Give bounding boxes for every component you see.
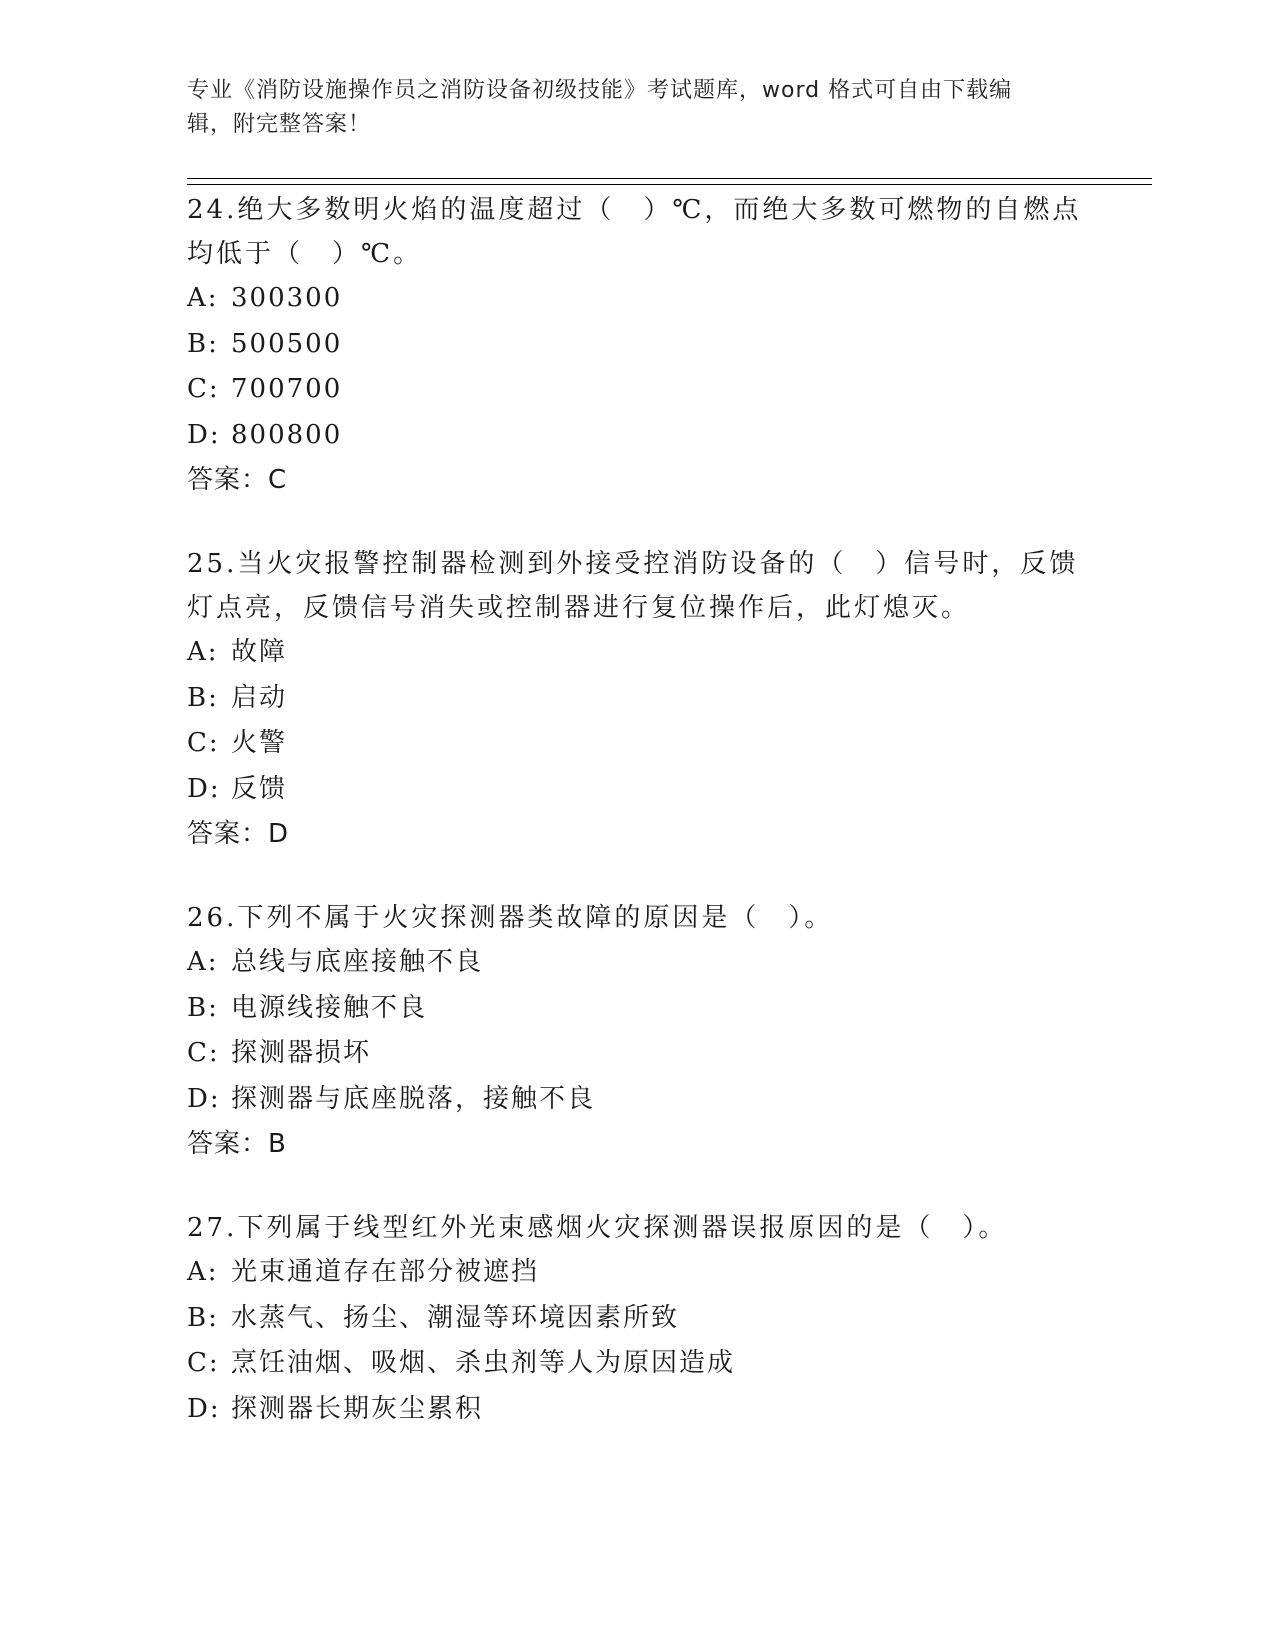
option-text: 启动	[231, 682, 288, 713]
option-letter: C:	[187, 728, 220, 758]
option-letter: B:	[187, 992, 219, 1023]
document-header	[187, 74, 1087, 142]
question-list	[187, 188, 1087, 1432]
question-stem: 24.绝大多数明火焰的温度超过（ ）℃，而绝大多数可燃物的自燃点均低于（ ）℃。	[187, 195, 1082, 269]
option-text: 探测器长期灰尘累积	[231, 1393, 484, 1424]
option-letter: B:	[187, 1302, 219, 1333]
option-text: 500500	[231, 328, 343, 359]
option-letter: B:	[187, 682, 219, 713]
option-text: 800800	[231, 419, 343, 450]
option-d	[187, 1387, 1087, 1433]
option-a	[187, 630, 1087, 676]
option-text: 总线与底座接触不良	[231, 947, 484, 977]
header-line-2: 辑，附完整答案！	[187, 112, 372, 137]
header-line-1: 专业《消防设施操作员之消防设备初级技能》考试题库，word 格式可自由下载编	[187, 78, 1013, 103]
option-letter: D:	[187, 419, 221, 450]
option-a	[187, 276, 1087, 322]
question-24	[187, 188, 1087, 502]
answer-line: 答案：B	[187, 1129, 287, 1159]
option-text: 水蒸气、扬尘、潮湿等环境因素所致	[231, 1302, 680, 1333]
option-a	[187, 1250, 1087, 1296]
question-26	[187, 896, 1087, 1166]
option-letter: B:	[187, 328, 219, 359]
option-d	[187, 413, 1087, 459]
option-text: 探测器损坏	[231, 1038, 372, 1068]
option-text: 烹饪油烟、吸烟、杀虫剂等人为原因造成	[231, 1348, 736, 1378]
option-text: 电源线接触不良	[231, 992, 428, 1023]
question-27	[187, 1206, 1087, 1432]
option-letter: C:	[187, 1348, 220, 1378]
option-letter: C:	[187, 1038, 220, 1068]
answer-line: 答案：D	[187, 819, 290, 849]
option-letter: A:	[187, 283, 219, 313]
option-d	[187, 767, 1087, 813]
question-25	[187, 542, 1087, 856]
question-stem: 26.下列不属于火灾探测器类故障的原因是（ ）。	[187, 903, 834, 933]
option-text: 故障	[231, 637, 288, 667]
option-text: 光束通道存在部分被遮挡	[231, 1257, 540, 1287]
option-c	[187, 721, 1087, 767]
option-b	[187, 986, 1087, 1032]
option-c	[187, 367, 1087, 413]
header-divider-bottom	[187, 184, 1152, 185]
option-c	[187, 1031, 1087, 1077]
option-letter: A:	[187, 1257, 219, 1287]
option-letter: D:	[187, 1393, 221, 1424]
option-letter: A:	[187, 947, 219, 977]
header-divider-top	[187, 178, 1152, 179]
option-b	[187, 1296, 1087, 1342]
option-letter: A:	[187, 637, 219, 667]
option-c	[187, 1341, 1087, 1387]
option-d	[187, 1077, 1087, 1123]
option-text: 火警	[231, 728, 288, 758]
option-text: 700700	[231, 374, 343, 404]
option-letter: D:	[187, 1083, 221, 1114]
option-b	[187, 322, 1087, 368]
option-letter: D:	[187, 773, 221, 804]
option-text: 300300	[231, 283, 343, 313]
question-stem: 25.当火灾报警控制器检测到外接受控消防设备的（ ）信号时，反馈灯点亮，反馈信号消失或控制器进行复位操作后，此灯熄灭。	[187, 549, 1079, 623]
answer-line: 答案：C	[187, 465, 288, 495]
option-text: 反馈	[231, 773, 288, 804]
question-stem: 27.下列属于线型红外光束感烟火灾探测器误报原因的是（ ）。	[187, 1213, 1008, 1243]
option-a	[187, 940, 1087, 986]
option-letter: C:	[187, 374, 220, 404]
option-text: 探测器与底座脱落，接触不良	[231, 1083, 596, 1114]
option-b	[187, 676, 1087, 722]
